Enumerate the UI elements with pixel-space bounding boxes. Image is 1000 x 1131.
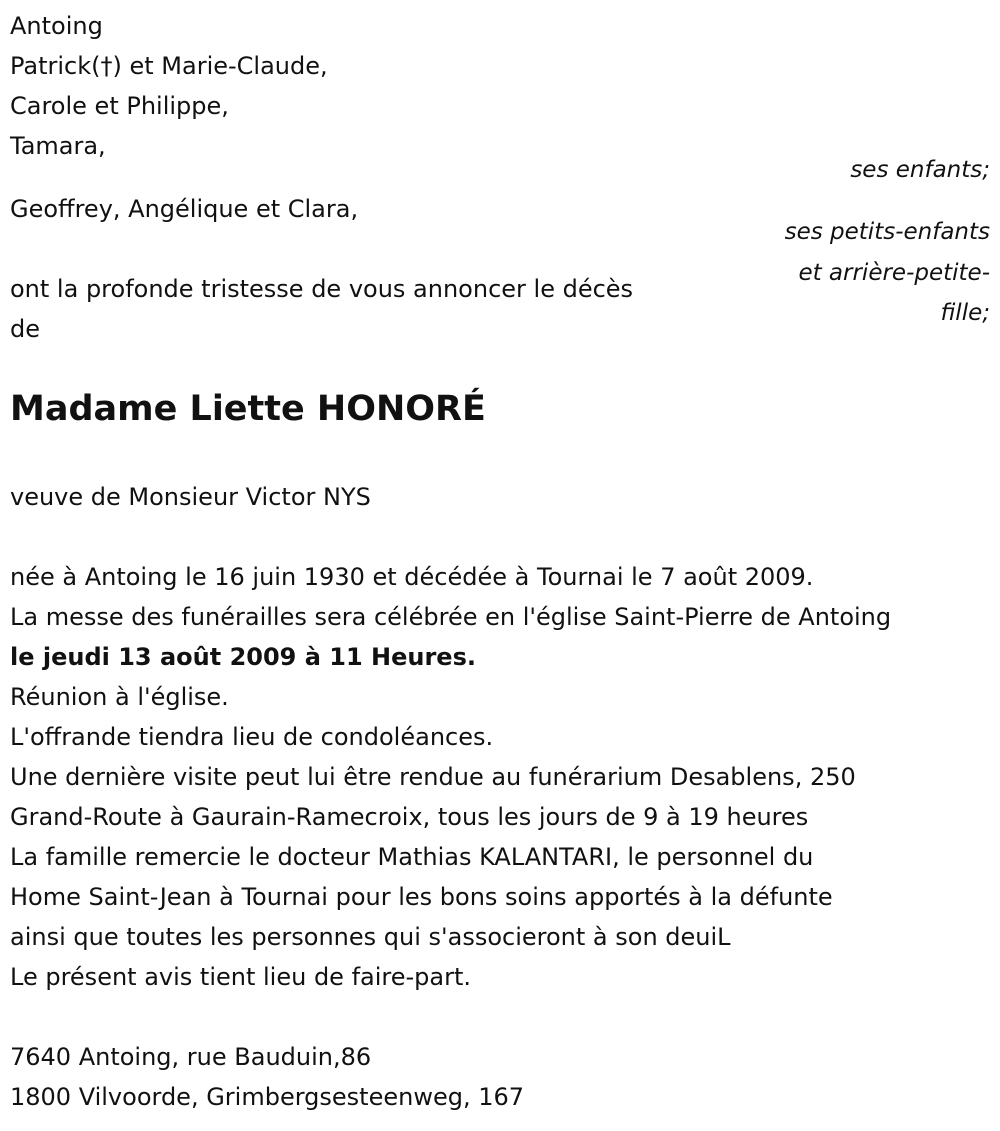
relation-grandchildren-2: et arrière-petite- — [798, 260, 990, 286]
family-line-3: Carole et Philippe, — [10, 92, 229, 120]
relation-children: ses enfants; — [850, 157, 990, 183]
meeting-info: Réunion à l'église. — [10, 683, 229, 711]
deceased-name: Madame Liette HONORÉ — [10, 389, 486, 429]
relation-grandchildren-1: ses petits-enfants — [784, 219, 990, 245]
offering-info: L'offrande tiendra lieu de condoléances. — [10, 723, 494, 751]
visit-line-2: Grand-Route à Gaurain-Ramecroix, tous les jours de 9 à 19 heures — [10, 803, 809, 831]
thanks-line-2: Home Saint-Jean à Tournai pour les bons soins apportés à la défunte — [10, 883, 833, 911]
announce-line-1: ont la profonde tristesse de vous annoncer le décès — [10, 275, 634, 303]
family-grandchildren: Geoffrey, Angélique et Clara, — [10, 195, 359, 223]
address-1: 7640 Antoing, rue Bauduin,86 — [10, 1043, 372, 1071]
notice-line: Le présent avis tient lieu de faire-part. — [10, 963, 472, 991]
thanks-line-1: La famille remercie le docteur Mathias KALANTARI, le personnel du — [10, 843, 814, 871]
address-2: 1800 Vilvoorde, Grimbergsesteenweg, 167 — [10, 1083, 525, 1111]
mass-date: le jeudi 13 août 2009 à 11 Heures. — [10, 643, 476, 671]
family-line-1: Antoing — [10, 12, 103, 40]
mass-info: La messe des funérailles sera célébrée en l'église Saint-Pierre de Antoing — [10, 603, 892, 631]
announce-line-2: de — [10, 315, 40, 343]
family-line-2: Patrick(†) et Marie-Claude, — [10, 52, 328, 80]
thanks-line-3: ainsi que toutes les personnes qui s'associeront à son deuiL — [10, 923, 731, 951]
visit-line-1: Une dernière visite peut lui être rendue au funérarium Desablens, 250 — [10, 763, 856, 791]
widow-of: veuve de Monsieur Victor NYS — [10, 483, 371, 511]
family-line-4: Tamara, — [10, 132, 106, 160]
relation-grandchildren-3: fille; — [940, 300, 990, 326]
birth-death: née à Antoing le 16 juin 1930 et décédée à Tournai le 7 août 2009. — [10, 563, 814, 591]
